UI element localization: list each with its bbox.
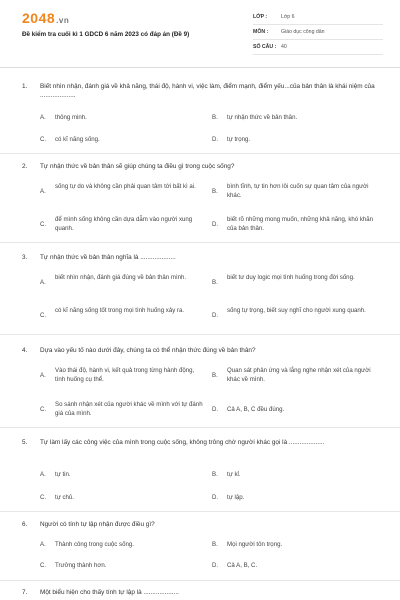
option-letter: C. (40, 136, 47, 143)
question-separator (0, 511, 400, 512)
question-separator (0, 427, 400, 428)
option-text: Thành công trong cuộc sống. (55, 541, 134, 548)
meta-value[interactable]: Giáo dục công dân (281, 29, 325, 35)
option-letter: A. (40, 541, 46, 548)
option-letter: B. (212, 279, 218, 286)
option-text: biết tư duy logic mọi tình huống trong đời sống. (227, 274, 355, 281)
option-letter: A. (40, 114, 46, 121)
question-number: 4. (22, 347, 28, 354)
meta-value: 40 (281, 44, 287, 50)
option-text: So sánh nhận xét của người khác về mình với tự đánh giá của mình. (55, 401, 203, 417)
site-logo[interactable] (22, 10, 69, 26)
meta-label: MÔN : (253, 29, 269, 35)
question-number: 2. (22, 163, 28, 170)
option-letter: D. (212, 136, 219, 143)
option-letter: B. (212, 188, 218, 195)
meta-label: LỚP : (253, 14, 268, 20)
option-text: Vào thái độ, hành vi, kết quả trong từng hành động, tình huống cụ thể. (55, 367, 195, 383)
question-text: Tự nhận thức về bản thân nghĩa là .................... (40, 254, 176, 261)
question-separator (0, 580, 400, 581)
header-divider (0, 67, 400, 68)
option-text: sống tự trọng, biết suy nghĩ cho người xung quanh. (227, 307, 366, 314)
option-text: Mọi người tôn trọng. (227, 541, 283, 548)
question-text: Dựa vào yếu tố nào dưới đây, chúng ta có thể nhận thức đúng về bản thân? (40, 347, 256, 354)
option-letter: C. (40, 312, 47, 319)
option-text: có kĩ năng sống tốt trong mọi tình huống xảy ra. (55, 307, 185, 314)
question-number: 7. (22, 589, 28, 596)
question-number: 6. (22, 521, 28, 528)
option-letter: C. (40, 406, 47, 413)
question-text: Tự làm lấy các công việc của mình trong cuộc sống, không trông chờ người khác gọi là .................... (40, 439, 325, 446)
option-text: tự tin. (55, 471, 71, 478)
option-text: Quan sát phản ứng và lắng nghe nhận xét của người khác về mình. (227, 367, 371, 383)
option-text: thông minh. (55, 114, 87, 121)
question-number: 3. (22, 254, 28, 261)
option-text: tự nhận thức về bản thân. (227, 114, 298, 121)
option-letter: C. (40, 562, 47, 569)
question-text: Một biểu hiện cho thấy tính tự lập là .................... (40, 589, 179, 596)
option-text: Cả A, B, C đều đúng. (227, 406, 285, 413)
meta-row-subject (253, 25, 383, 40)
option-text: Cả A, B, C. (227, 562, 258, 569)
option-letter: D. (212, 406, 219, 413)
option-letter: D. (212, 494, 219, 501)
page-header (0, 0, 400, 68)
option-text: tự trọng. (227, 136, 251, 143)
option-letter: B. (212, 541, 218, 548)
question-text: Người có tính tự lập nhận được điều gì? (40, 521, 155, 528)
question-number: 5. (22, 439, 28, 446)
option-text: biết rõ những mong muốn, những khả năng, khó khăn của bản thân. (227, 216, 374, 232)
meta-row-count (253, 40, 383, 55)
option-letter: B. (212, 372, 218, 379)
option-letter: D. (212, 312, 219, 319)
option-text: Trưởng thành hơn. (55, 562, 107, 569)
meta-value[interactable]: Lớp 6 (281, 14, 295, 20)
option-letter: A. (40, 372, 46, 379)
option-text: tự lập. (227, 494, 245, 501)
option-letter: B. (212, 114, 218, 121)
page-title: Đề kiểm tra cuối kì 1 GDCD 6 năm 2023 có đáp án (Đề 9) (22, 31, 190, 38)
option-letter: D. (212, 221, 219, 228)
option-letter: A. (40, 279, 46, 286)
option-letter: D. (212, 562, 219, 569)
option-text: bình tĩnh, tự tin hơn lôi cuốn sự quan tâm của người khác. (227, 183, 369, 199)
option-text: sống tự do và không cần phải quan tâm tới bất kì ai. (55, 183, 196, 190)
question-text: Biết nhìn nhận, đánh giá về khả năng, thái độ, hành vi, việc làm, điểm mạnh, điểm yếu...của bản thân là khái niệm của .................... (40, 83, 375, 99)
option-text: có kĩ năng sống. (55, 136, 100, 143)
option-text: tự kỉ. (227, 471, 241, 478)
question-number: 1. (22, 83, 28, 90)
option-letter: B. (212, 471, 218, 478)
meta-label: SỐ CÂU : (253, 44, 277, 50)
option-letter: A. (40, 471, 46, 478)
option-text: biết nhìn nhận, đánh giá đúng về bản thân mình. (55, 274, 187, 281)
question-separator (0, 242, 400, 243)
logo-text: 2048 (22, 10, 56, 26)
option-letter: C. (40, 221, 47, 228)
question-text: Tự nhận thức về bản thân sẽ giúp chúng ta điều gì trong cuộc sống? (40, 163, 235, 170)
logo-suffix: .vn (56, 16, 70, 25)
option-text: tự chủ. (55, 494, 74, 501)
meta-row-class (253, 10, 383, 25)
exam-meta (253, 10, 383, 55)
option-text: để mình sống không cần dựa dẫm vào người xung quanh. (55, 216, 193, 232)
question-separator (0, 153, 400, 154)
question-separator (0, 334, 400, 335)
option-letter: A. (40, 188, 46, 195)
option-letter: C. (40, 494, 47, 501)
